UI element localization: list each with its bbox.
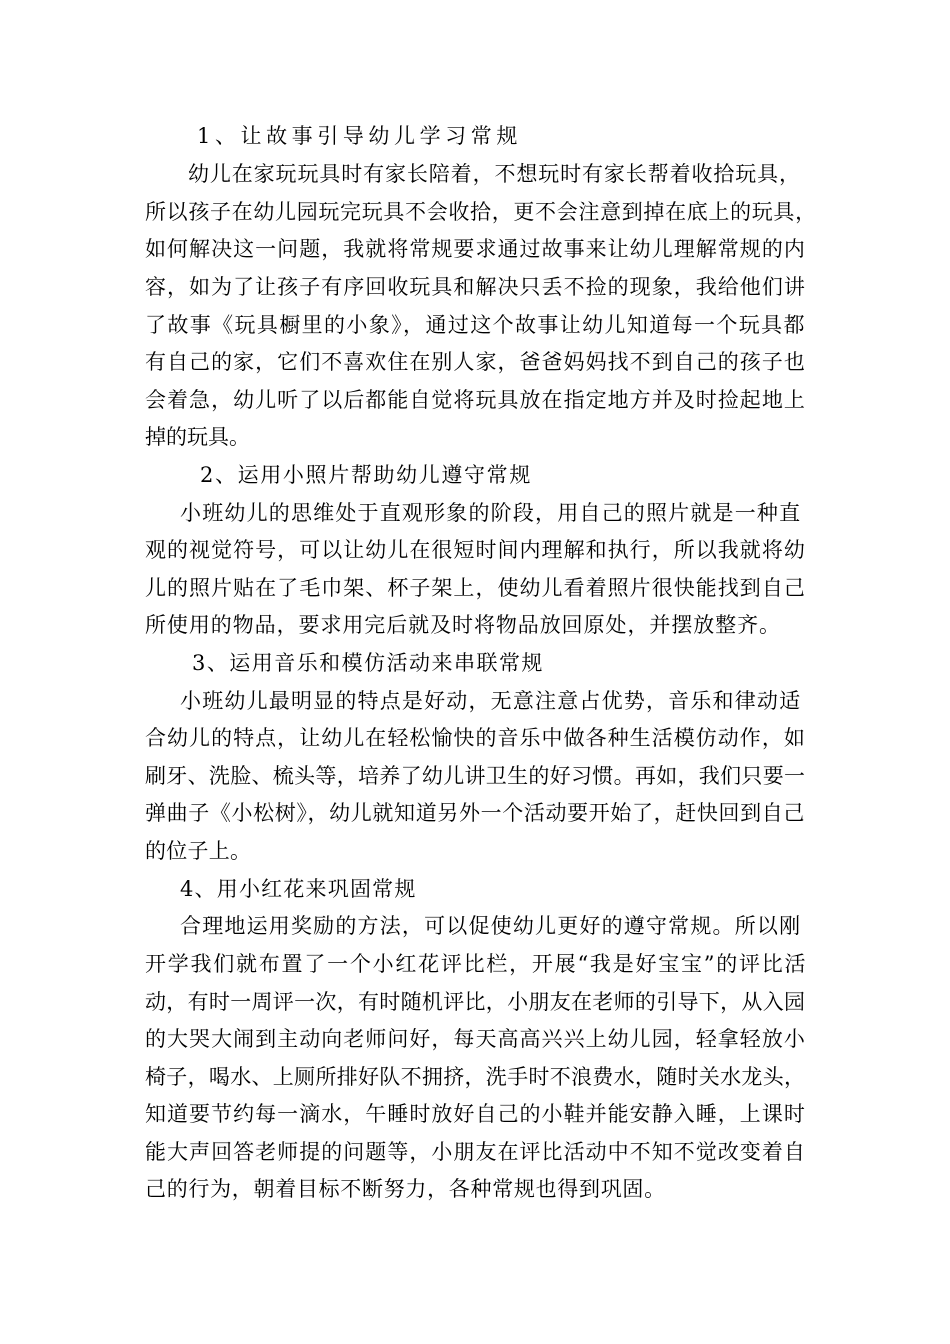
section-4-line-4: 的大哭大闹到主动向老师问好，每天高高兴兴上幼儿园，轻拿轻放小 [145, 1027, 806, 1051]
section-4-line-5: 椅子，喝水、上厕所排好队不拥挤，洗手时不浪费水，随时关水龙头， [145, 1065, 806, 1089]
section-4-line-7: 能大声回答老师提的问题等，小朋友在评比活动中不知不觉改变着自 [145, 1140, 806, 1164]
section-1-line-1: 幼儿在家玩玩具时有家长陪着，不想玩时有家长帮着收拾玩具， [188, 162, 801, 186]
section-heading-1: 1、让故事引导幼儿学习常规 [197, 124, 522, 148]
section-4-line-2: 开学我们就布置了一个小红花评比栏，开展“我是好宝宝”的评比活 [145, 952, 808, 976]
section-4-line-6: 知道要节约每一滴水，午睡时放好自己的小鞋并能安静入睡，上课时 [145, 1102, 806, 1126]
section-2-line-4: 所使用的物品，要求用完后就及时将物品放回原处，并摆放整齐。 [145, 613, 781, 637]
section-2-line-3: 儿的照片贴在了毛巾架、杯子架上，使幼儿看着照片很快能找到自己 [145, 576, 806, 600]
section-3-line-2: 合幼儿的特点，让幼儿在轻松愉快的音乐中做各种生活模仿动作，如 [145, 726, 806, 750]
section-3-line-3: 刷牙、洗脸、梳头等，培养了幼儿讲卫生的好习惯。再如，我们只要一 [145, 764, 806, 788]
section-2-line-1: 小班幼儿的思维处于直观形象的阶段，用自己的照片就是一种直 [180, 501, 802, 525]
section-4-line-8: 己的行为，朝着目标不断努力，各种常规也得到巩固。 [145, 1177, 666, 1201]
section-3-line-5: 的位子上。 [145, 839, 252, 863]
section-1-line-6: 有自己的家，它们不喜欢住在别人家，爸爸妈妈找不到自己的孩子也 [145, 350, 806, 374]
section-1-line-7: 会着急，幼儿听了以后都能自觉将玩具放在指定地方并及时捡起地上 [145, 388, 806, 412]
section-heading-3: 3、运用音乐和模仿活动来串联常规 [192, 651, 544, 675]
section-3-line-1: 小班幼儿最明显的特点是好动，无意注意占优势，音乐和律动适 [180, 689, 802, 713]
section-4-line-3: 动，有时一周评一次，有时随机评比，小朋友在老师的引导下，从入园 [145, 990, 806, 1014]
section-1-line-4: 容，如为了让孩子有序回收玩具和解决只丢不捡的现象，我给他们讲 [145, 275, 806, 299]
section-heading-4: 4、用小红花来巩固常规 [180, 877, 417, 901]
section-3-line-4: 弹曲子《小松树》，幼儿就知道另外一个活动要开始了，赶快回到自己 [145, 801, 806, 825]
section-2-line-2: 观的视觉符号，可以让幼儿在很短时间内理解和执行，所以我就将幼 [145, 538, 806, 562]
section-4-line-1: 合理地运用奖励的方法，可以促使幼儿更好的遵守常规。所以刚 [180, 914, 802, 938]
section-1-line-8: 掉的玩具。 [145, 425, 250, 449]
section-1-line-3: 如何解决这一问题，我就将常规要求通过故事来让幼儿理解常规的内 [145, 237, 806, 261]
section-1-line-5: 了故事《玩具橱里的小象》，通过这个故事让幼儿知道每一个玩具都 [145, 313, 806, 337]
section-heading-2: 2、运用小照片帮助幼儿遵守常规 [200, 463, 532, 487]
section-1-line-2: 所以孩子在幼儿园玩完玩具不会收拾，更不会注意到掉在底上的玩具， [145, 200, 817, 224]
